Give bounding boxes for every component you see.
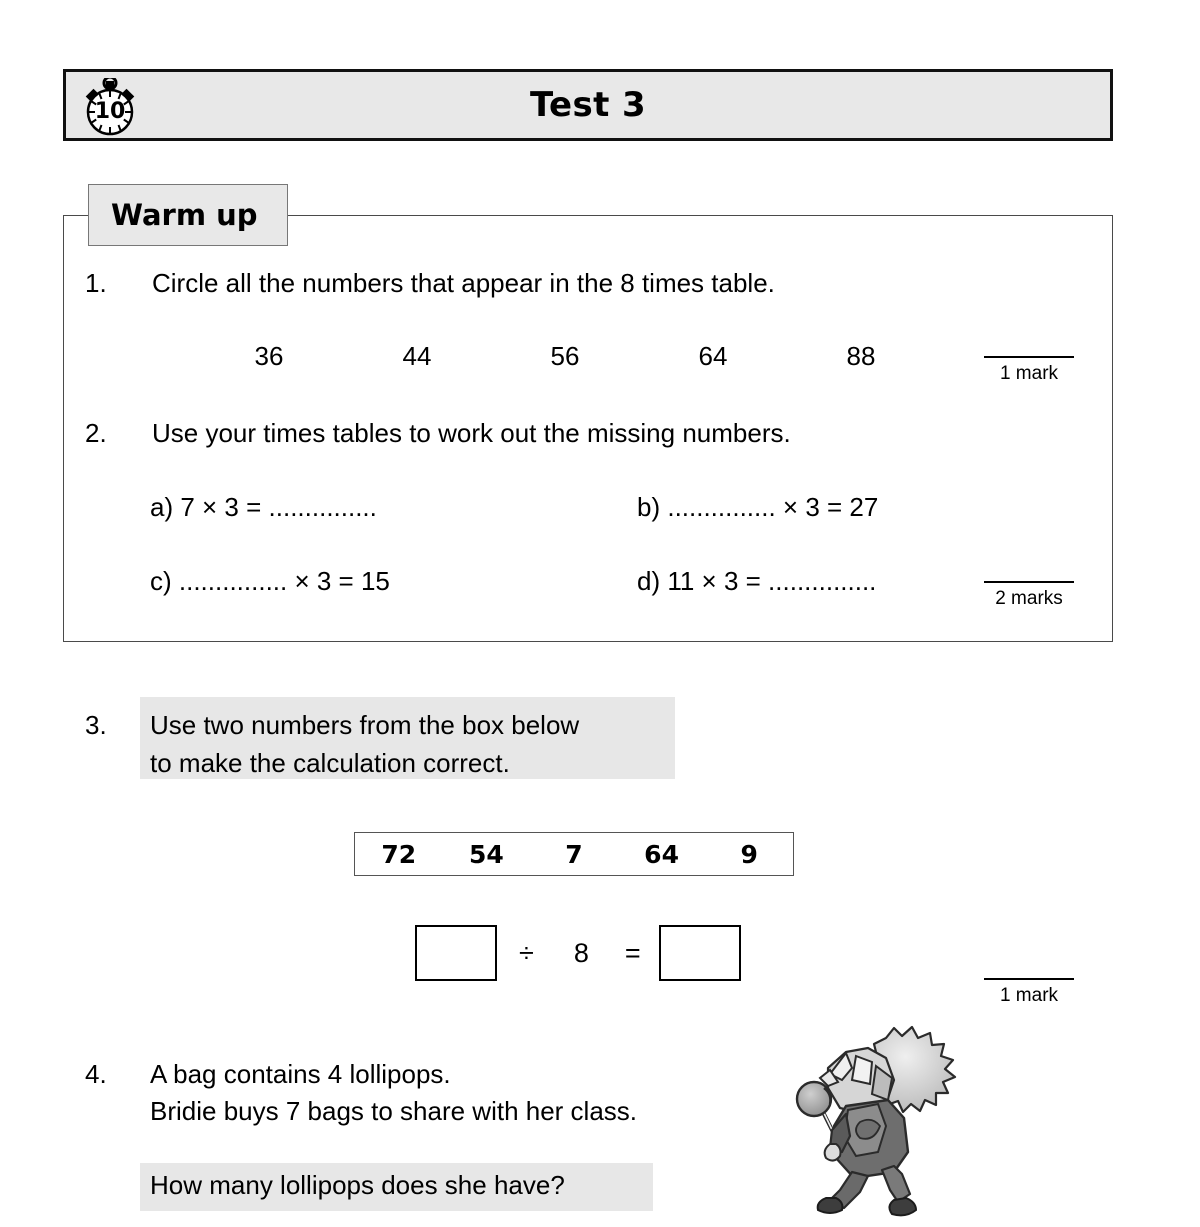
marks-label: 1 mark — [999, 985, 1059, 1006]
number-option[interactable]: 88 — [846, 341, 876, 371]
quotient-answer-box[interactable] — [659, 925, 741, 981]
question-2-part-d[interactable]: d) 11 × 3 = ............... — [637, 566, 877, 596]
number-option[interactable]: 44 — [402, 341, 432, 371]
question-1-marks — [984, 356, 1074, 385]
divisor-value: 8 — [573, 937, 589, 968]
number-option[interactable]: 56 — [550, 341, 580, 371]
timer-minutes-label: 10 — [94, 99, 126, 124]
question-3-line-2: to make the calculation correct. — [150, 748, 510, 778]
page-title: Test 3 — [529, 85, 647, 125]
divide-symbol: ÷ — [519, 937, 534, 968]
question-3-number: 3. — [85, 710, 107, 740]
question-2-number: 2. — [85, 418, 107, 448]
bank-number[interactable]: 64 — [644, 839, 679, 869]
question-4-line-2: Bridie buys 7 bags to share with her class. — [150, 1096, 638, 1126]
question-2-part-a[interactable]: a) 7 × 3 = ............... — [150, 492, 377, 522]
question-2-marks — [984, 581, 1074, 610]
marks-label: 1 mark — [999, 363, 1059, 384]
stopwatch-icon — [79, 78, 141, 138]
marks-rule — [984, 356, 1074, 358]
warm-up-tab-label: Warm up — [111, 198, 258, 232]
question-3-line-1: Use two numbers from the box below — [150, 710, 580, 740]
question-4-question-text: How many lollipops does she have? — [150, 1170, 565, 1200]
marks-label: 2 marks — [995, 588, 1063, 609]
question-3-calculation — [415, 925, 741, 981]
bank-number[interactable]: 54 — [468, 839, 504, 869]
marks-rule — [984, 978, 1074, 980]
question-1-text: Circle all the numbers that appear in the 8 times table. — [152, 268, 775, 298]
question-2-part-c[interactable]: c) ............... × 3 = 15 — [150, 566, 390, 596]
dividend-answer-box[interactable] — [415, 925, 497, 981]
bank-number[interactable]: 9 — [740, 839, 758, 869]
number-option[interactable]: 64 — [698, 341, 728, 371]
timer-badge — [74, 77, 146, 139]
test-header-bar — [63, 69, 1113, 141]
question-2-part-b[interactable]: b) ............... × 3 = 27 — [637, 492, 879, 522]
question-1-number: 1. — [85, 268, 107, 298]
question-4-line-1: A bag contains 4 lollipops. — [150, 1059, 451, 1089]
number-option[interactable]: 36 — [254, 341, 284, 371]
question-3-marks — [984, 978, 1074, 1007]
question-4-number: 4. — [85, 1059, 107, 1089]
bank-number[interactable]: 7 — [565, 839, 583, 869]
question-1-number-options — [195, 341, 935, 372]
question-3-number-bank — [354, 832, 794, 876]
question-2-text: Use your times tables to work out the missing numbers. — [152, 418, 791, 448]
bank-number[interactable]: 72 — [381, 839, 417, 869]
warm-up-tab — [88, 184, 288, 246]
equals-symbol: = — [624, 937, 641, 968]
marks-rule — [984, 581, 1074, 583]
child-with-lollipop-illustration — [790, 1022, 985, 1222]
